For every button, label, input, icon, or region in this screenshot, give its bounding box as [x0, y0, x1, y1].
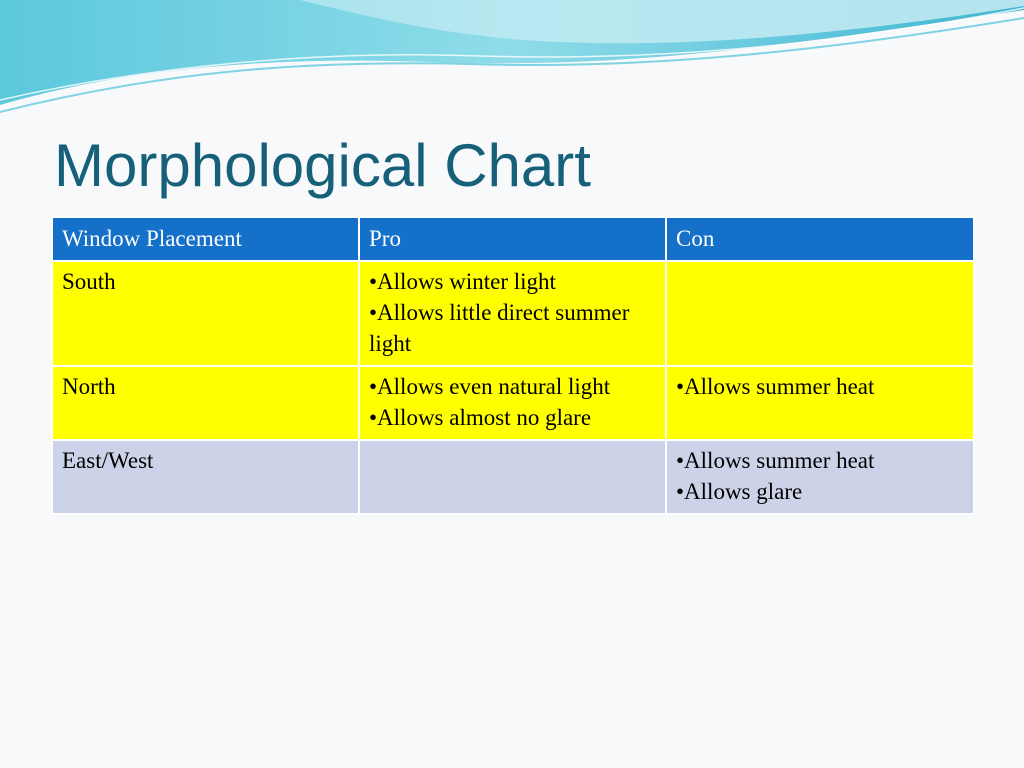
con-cell [666, 366, 974, 440]
con-cell [666, 440, 974, 514]
pro-item: •Allows winter light [369, 269, 556, 294]
header-wave-decoration [0, 0, 1024, 120]
placement-cell: South [52, 261, 359, 366]
con-item: •Allows summer heat [676, 448, 875, 473]
con-cell [666, 261, 974, 366]
morphological-table [51, 216, 975, 515]
pro-cell [359, 366, 666, 440]
placement-cell: North [52, 366, 359, 440]
pro-item: •Allows almost no glare [369, 405, 592, 430]
column-header-con: Con [666, 217, 974, 261]
slide-title: Morphological Chart [54, 132, 591, 199]
table-row-south [52, 261, 974, 366]
column-header-pro: Pro [359, 217, 666, 261]
pro-item: •Allows even natural light [369, 374, 611, 399]
pro-cell [359, 261, 666, 366]
table-header-row [52, 217, 974, 261]
con-item: •Allows glare [676, 479, 803, 504]
table-row-east-west [52, 440, 974, 514]
pro-item: •Allows little direct summer light [369, 300, 630, 356]
con-item: •Allows summer heat [676, 374, 875, 399]
placement-cell: East/West [52, 440, 359, 514]
pro-cell [359, 440, 666, 514]
column-header-window-placement: Window Placement [52, 217, 359, 261]
table-row-north [52, 366, 974, 440]
